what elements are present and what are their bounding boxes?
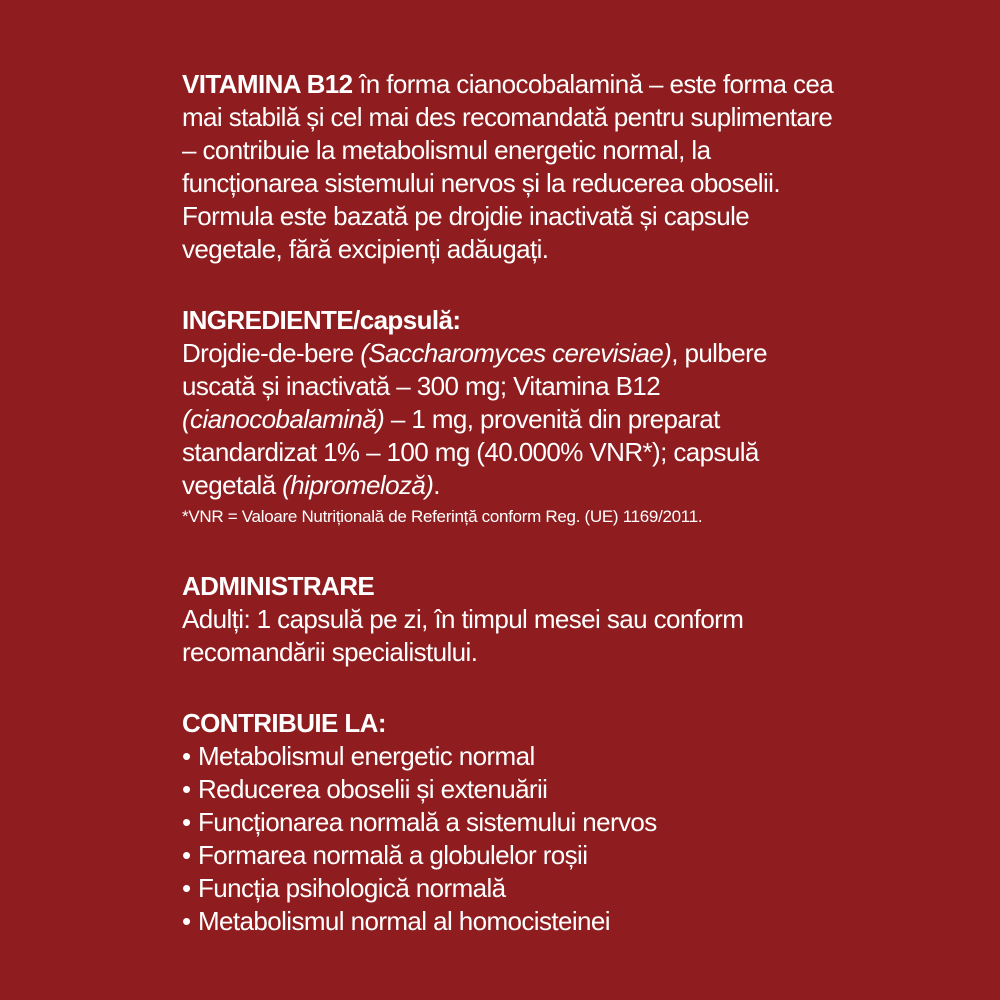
intro-brand: VITAMINA B12 (182, 69, 353, 99)
benefit-text: Reducerea oboselii și extenuării (198, 774, 548, 804)
intro-text: în forma cianocobalamină – este forma cea mai stabilă și cel mai des recomandată pentru suplimentare – contribuie la metabolismul energetic normal, la funcționarea sistemului nervos și la reducerea oboselii. Formula este bazată pe drojdie inactivată și capsule vegetale, fără excipienți adăugați. (182, 69, 834, 264)
list-item (182, 839, 842, 872)
vnr-footnote: *VNR = Valoare Nutrițională de Referință conform Reg. (UE) 1169/2011. (182, 507, 703, 526)
bullet-icon: • (182, 741, 191, 771)
product-info (182, 68, 842, 938)
ingredients-section (182, 304, 842, 530)
ingredients-part3: – 1 mg, provenită din preparat standardizat 1% – 100 mg (40.000% VNR*); capsulă vegetală (182, 404, 759, 500)
intro-paragraph (182, 68, 842, 268)
administration-section (182, 570, 842, 669)
bullet-icon: • (182, 807, 191, 837)
ingredients-latin1: (Saccharomyces cerevisiae) (360, 338, 672, 368)
administration-heading: ADMINISTRARE (182, 571, 375, 601)
administration-text: Adulți: 1 capsulă pe zi, în timpul mesei sau conform recomandării specialistului. (182, 604, 744, 667)
benefits-list (182, 740, 842, 938)
list-item (182, 806, 842, 839)
ingredients-latin3: (hipromeloză) (282, 470, 434, 500)
list-item (182, 905, 842, 938)
ingredients-part1: Drojdie-de-bere (182, 338, 361, 368)
benefits-section (182, 707, 842, 938)
bullet-icon: • (182, 774, 191, 804)
benefit-text: Formarea normală a globulelor roșii (198, 840, 588, 870)
bullet-icon: • (182, 840, 191, 870)
bullet-icon: • (182, 873, 191, 903)
bullet-icon: • (182, 906, 191, 936)
ingredients-part2: , pulbere uscată și inactivată – 300 mg; Vitamina B12 (182, 338, 768, 401)
ingredients-text (182, 337, 842, 502)
benefits-heading: CONTRIBUIE LA: (182, 708, 386, 738)
benefit-text: Metabolismul energetic normal (198, 741, 535, 771)
list-item (182, 773, 842, 806)
benefit-text: Funcționarea normală a sistemului nervos (198, 807, 657, 837)
list-item (182, 740, 842, 773)
ingredients-part4: . (433, 470, 440, 500)
benefit-text: Funcția psihologică normală (198, 873, 506, 903)
ingredients-heading: INGREDIENTE/capsulă: (182, 305, 461, 335)
ingredients-latin2: (cianocobalamină) (182, 404, 385, 434)
list-item (182, 872, 842, 905)
benefit-text: Metabolismul normal al homocisteinei (198, 906, 610, 936)
